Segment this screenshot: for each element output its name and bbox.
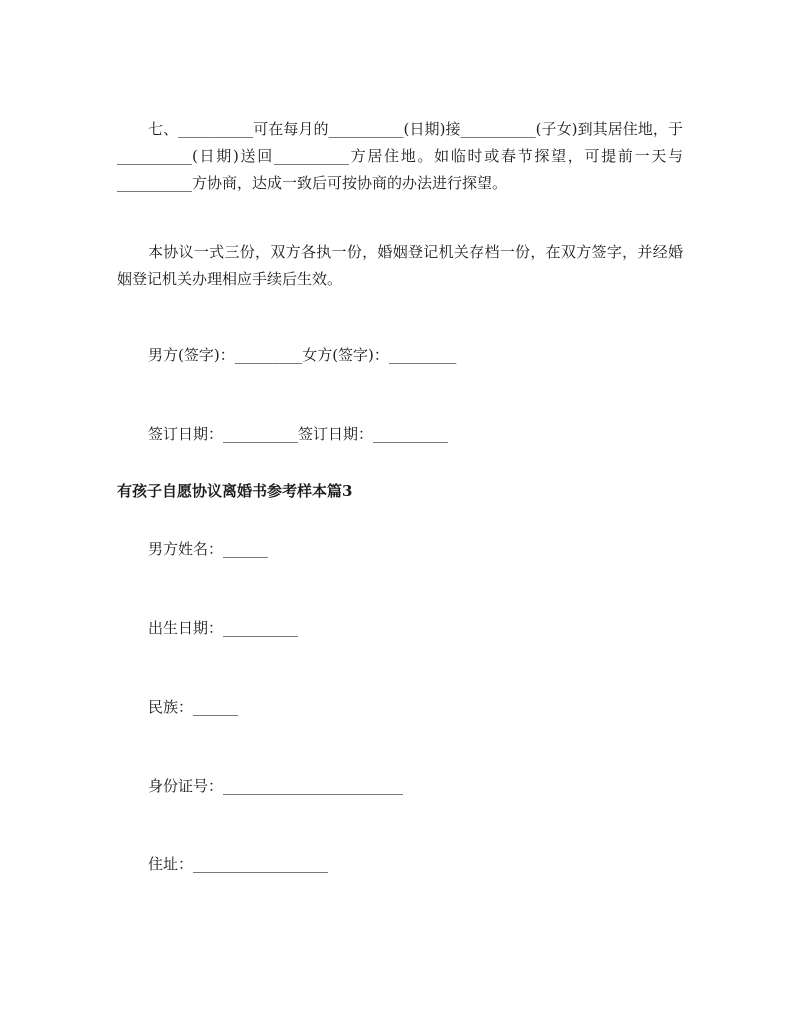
signing-date-line: 签订日期：__________签订日期：__________ xyxy=(148,425,449,443)
section-heading: 有孩子自愿协议离婚书参考样本篇3 xyxy=(117,482,353,500)
signature-line: 男方(签字)：_________女方(签字)：_________ xyxy=(148,346,457,364)
birth-date-field: 出生日期：__________ xyxy=(148,619,299,637)
id-number-field: 身份证号：________________________ xyxy=(148,777,404,795)
clause-7-paragraph: 七、__________可在每月的__________(日期)接__________(子女)到其居住地，于__________(日期)送回__________方居住地。如临时或春节探望，可提前一天与__________方协商，达成一致后可按协商的办法进行探望。 xyxy=(117,120,683,192)
ethnicity-field: 民族：______ xyxy=(148,698,239,716)
copies-paragraph: 本协议一式三份，双方各执一份，婚姻登记机关存档一份，在双方签字，并经婚姻登记机关办理相应手续后生效。 xyxy=(117,243,683,288)
address-field: 住址：__________________ xyxy=(148,855,329,873)
male-name-field: 男方姓名：______ xyxy=(148,540,269,558)
